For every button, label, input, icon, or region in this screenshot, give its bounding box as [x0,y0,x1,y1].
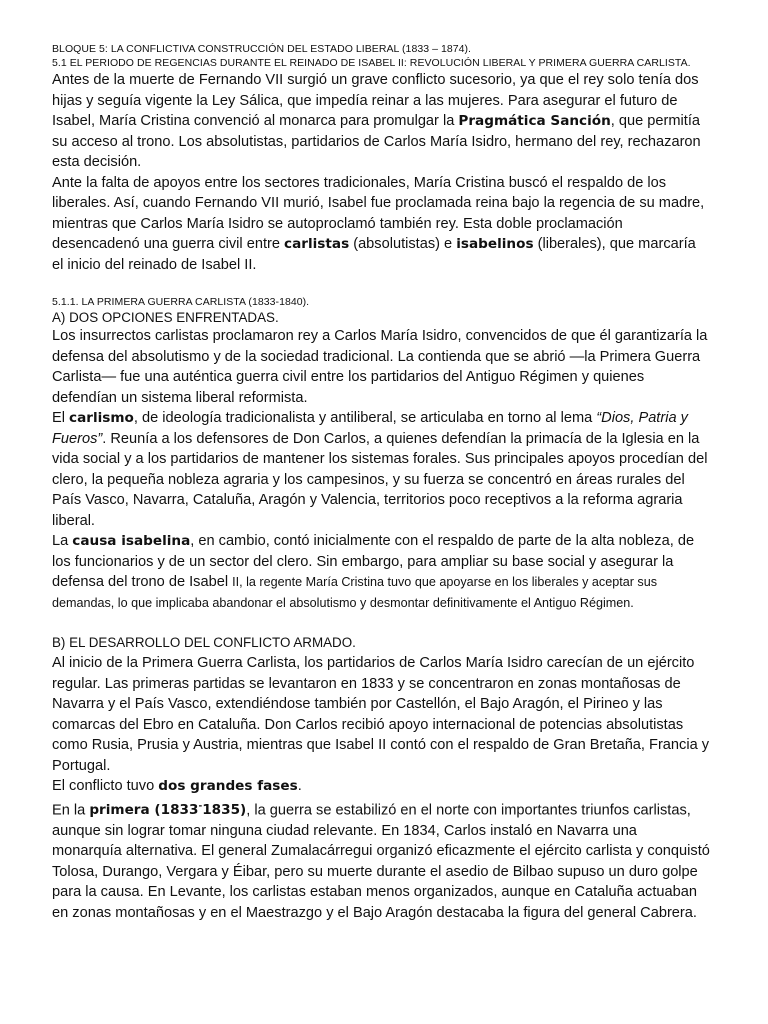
text-run: , la guerra se estabilizó en el norte con importantes triunfos carlistas, aunque sin lograr tomar ninguna ciudad relevante. En 1834, Carlos instaló en Navarra una monarquía alternativa. El general Zumalacárregui organizó eficazmente el ejército carlista y conquistó Tolosa, Durango, Vergara y Éibar, pero su muerte durante el asedio de Bilbao supuso un duro golpe para la causa. En Levante, los carlistas estaban menos organizados, aunque en Cataluña actuaban en zonas montañosas y en el Maestrazgo y el Bajo Aragón destacaba la figura del general Cabrera. [52,802,710,921]
paragraph-b1: Al inicio de la Primera Guerra Carlista, los partidarios de Carlos María Isidro carecían de un ejército regular. Las primeras partidas se levantaron en 1833 y se concentraron en zonas montañosas de Navarra y el País Vasco, extendiéndose también por Castellón, el Bajo Aragón, el Pirineo y las comarcas del Ebro en Cataluña. Don Carlos recibió apoyo internacional de potencias absolutistas como Rusia, Prusia y Austria, mientras que Isabel II contó con el respaldo de Gran Bretaña, Francia y Portugal. [52,655,710,774]
section-title: 5.1 EL PERIODO DE REGENCIAS DURANTE EL REINADO DE ISABEL II: REVOLUCIÓN LIBERAL Y PRIMERA GUERRA CARLISTA. [52,57,691,69]
text-run: . [297,778,302,794]
subsection-title: 5.1.1. LA PRIMERA GUERRA CARLISTA (1833-1840). [52,296,310,308]
superscript-dash: - [198,801,203,812]
text-run: (absolutistas) e [349,236,457,252]
bold-term-isabelinos: isabelinos [456,236,534,252]
intro-paragraph-1 [52,70,710,173]
text-run: 1835) [202,802,247,819]
text-run: (liberales), que marcaría el inicio del reinado de Isabel II. [52,236,696,273]
paragraph-a1: Los insurrectos carlistas proclamaron rey a Carlos María Isidro, convencidos de que él garantizaría la defensa del absolutismo y de la sociedad tradicional. La contienda que se abrió —la Primera Guerra Carlista— fue una auténtica guerra civil entre los partidarios del Antiguo Régimen y quienes defendían un sistema liberal reformista. [52,328,708,406]
text-run: primera (1833 [89,802,199,819]
paragraph-a3 [52,531,710,613]
paragraph-b3 [52,797,710,924]
text-run-small: II, la regente María Cristina tuvo que apoyarse en los liberales y aceptar sus demandas, lo que implicaba abandonar el absolutismo y desmontar definitivamente el Antiguo Régimen. [52,575,658,610]
bold-term-carlismo: carlismo [69,410,134,426]
heading-b: B) EL DESARROLLO DEL CONFLICTO ARMADO. [52,635,356,650]
text-run: En la [52,802,90,819]
text-run: El [52,410,70,426]
text-run: , en cambio, contó inicialmente con el respaldo de parte de la alta nobleza, de los funcionarios y de un sector del clero. Sin embargo, para ampliar su base social y asegurar la defensa del trono de Isabel [52,533,695,590]
text-run: Ante la falta de apoyos entre los sectores tradicionales, María Cristina buscó el respaldo de los liberales. Así, cuando Fernando VII murió, Isabel fue proclamada reina bajo la regencia de su madre, mientras que Carlos María Isidro se autoproclamó también rey. Esta doble proclamación desencadenó una guerra civil entre [52,174,705,252]
text-run: El conflicto tuvo [52,778,159,794]
bold-term-causa-isabelina: causa isabelina [72,533,191,549]
intro-paragraph-2 [52,173,710,276]
text-run: Antes de la muerte de Fernando VII surgió un grave conflicto sucesorio, ya que el rey solo tenía dos hijas y seguía vigente la Ley Sálica, que impedía reinar a las mujeres. Para asegurar el futuro de Isabel, María Cristina convenció al monarca para promulgar la [52,72,699,129]
paragraph-a2 [52,408,710,531]
bold-term-fases: dos grandes fases [158,778,298,794]
text-run: , que permitía su acceso al trono. Los absolutistas, partidarios de Carlos María Isidro, hermano del rey, rechazaron esta decisión. [52,113,701,170]
bold-term-carlistas: carlistas [284,236,350,252]
text-run: , de ideología tradicionalista y antiliberal, se articulaba en torno al lema [133,410,597,426]
text-run: La [52,533,73,549]
block-title: BLOQUE 5: LA CONFLICTIVA CONSTRUCCIÓN DEL ESTADO LIBERAL (1833 – 1874). [52,43,472,55]
bold-term-pragmatica: Pragmática Sanción [458,113,611,129]
paragraph-b2 [52,776,710,797]
spacer [52,613,710,633]
text-run: . Reunía a los defensores de Don Carlos, a quienes defendían la primacía de la Iglesia en la vida social y a los partidarios de mantener los sistemas forales. Sus principales apoyos procedían del clero, la pequeña nobleza agraria y los campesinos, y su fuerza se concentró en áreas rurales del País Vasco, Navarra, Cataluña, Aragón y Valencia, territorios poco receptivos a la reforma agraria liberal. [52,430,708,529]
italic-motto: “Dios, Patria y Fueros” [52,410,688,447]
spacer [52,275,710,295]
heading-a: A) DOS OPCIONES ENFRENTADAS. [52,310,279,325]
bold-term-primera [89,802,246,818]
